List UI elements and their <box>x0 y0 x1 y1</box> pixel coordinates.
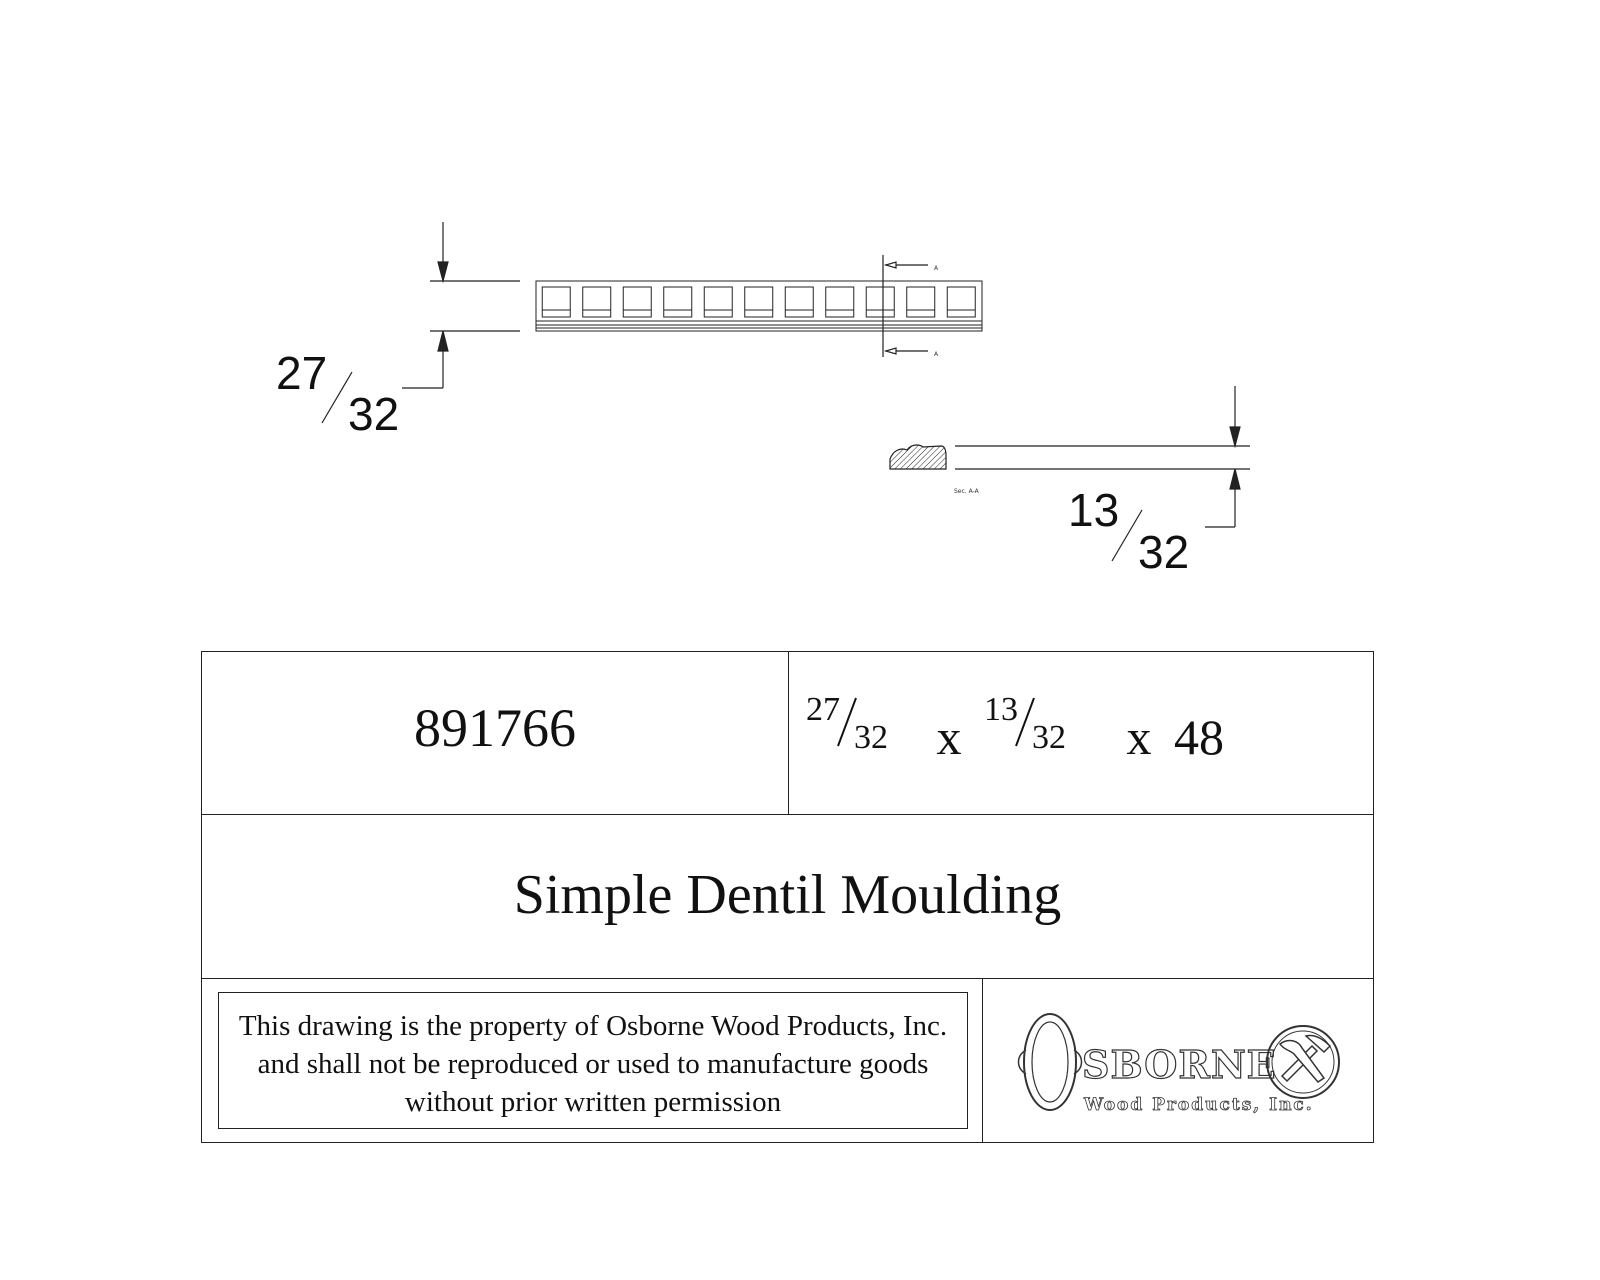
dentil-front-view <box>536 281 982 331</box>
section-label-top: A <box>934 265 939 272</box>
width-dim-numerator: 27 <box>276 347 328 399</box>
moulding-profile-section <box>890 445 946 469</box>
width-fraction-den: 32 <box>854 719 888 756</box>
section-cut-line <box>883 255 928 357</box>
logo-wordmark: SBORNE <box>1082 1042 1277 1087</box>
section-caption: Sec. A-A <box>954 488 979 495</box>
times-sign: x <box>1126 709 1152 765</box>
dentil-block <box>785 287 813 317</box>
thickness-dim-denominator: 32 <box>1138 526 1190 578</box>
column-divider <box>788 652 789 814</box>
dentil-block <box>542 287 570 317</box>
ownership-notice: This drawing is the property of Osborne Wood Products, Inc. and shall not be reproduced or used to manufacture goods without prior written permission <box>238 1010 948 1118</box>
dentil-block <box>704 287 732 317</box>
thickness-fraction-num: 13 <box>984 691 1018 728</box>
hammer-icon <box>1280 1035 1330 1082</box>
part-number: 891766 <box>414 698 576 758</box>
dentil-block <box>866 287 894 317</box>
length-value: 48 <box>1174 709 1224 765</box>
dentil-block <box>907 287 935 317</box>
column-divider <box>982 978 983 1142</box>
logo-subtitle: Wood Products, Inc. <box>1084 1095 1314 1115</box>
row-divider <box>202 814 1373 815</box>
width-fraction-num: 27 <box>806 691 840 728</box>
thickness-dim-numerator: 13 <box>1068 484 1120 536</box>
width-dim-denominator: 32 <box>348 388 400 440</box>
dentil-block <box>947 287 975 317</box>
dentil-block <box>745 287 773 317</box>
width-fraction <box>806 690 902 754</box>
dentil-block <box>664 287 692 317</box>
title-block <box>201 651 1374 1143</box>
row-divider <box>202 978 1373 979</box>
part-description: Simple Dentil Moulding <box>513 864 1062 926</box>
ownership-notice-box <box>218 992 968 1129</box>
size-spec <box>806 690 1224 769</box>
dentil-block <box>826 287 854 317</box>
dentil-block <box>583 287 611 317</box>
times-sign: x <box>936 709 962 765</box>
thickness-fraction-den: 32 <box>1032 719 1066 756</box>
dentil-blocks <box>542 287 975 317</box>
osborne-logo <box>1012 998 1352 1128</box>
section-label-bottom: A <box>934 351 939 358</box>
thickness-fraction <box>984 690 1084 754</box>
dentil-block <box>623 287 651 317</box>
